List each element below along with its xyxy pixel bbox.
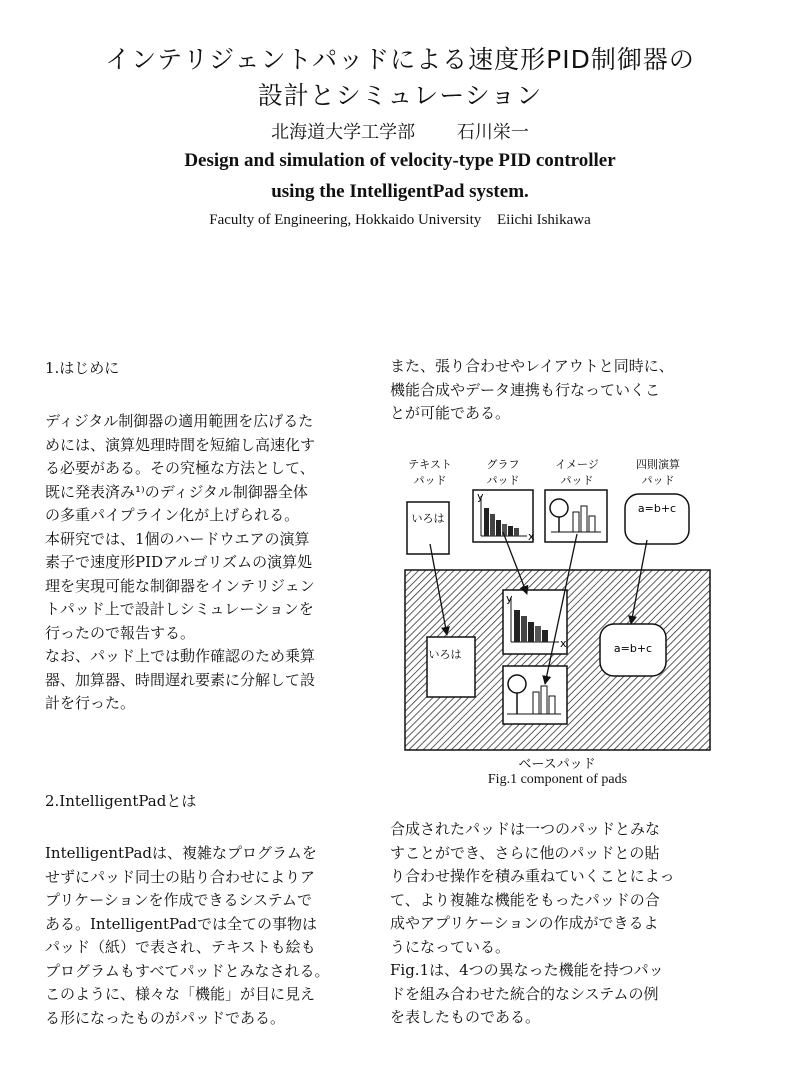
base-image-pad xyxy=(503,666,567,724)
section-2-body xyxy=(45,842,375,1030)
paragraph-line: プリケーションを作成できるシステムで xyxy=(45,891,313,909)
paragraph-line: の多重パイプライン化が上げられる。 xyxy=(45,506,300,524)
english-title-line-2: using the IntelligentPad system. xyxy=(271,181,529,202)
right-column-top xyxy=(390,355,720,426)
paragraph-line: 合成されたパッドは一つのパッドとみな xyxy=(390,820,661,838)
paragraph-line: IntelligentPadは、複雑なプログラムを xyxy=(45,844,317,862)
paragraph-line: 機能合成やデータ連携も行なっていくこ xyxy=(390,380,661,399)
paragraph-line: パッド（紙）で表され、テキストも絵も xyxy=(45,938,316,956)
paragraph-line: トパッド上で設計しシミュレーションを xyxy=(45,600,314,618)
paragraph-line: ディジタル制御器の適用範囲を広げるた xyxy=(45,412,314,430)
section-1-body xyxy=(45,410,375,716)
label-graph-pad-top: グラフ xyxy=(486,458,520,471)
text-pad-label: いろは xyxy=(411,512,445,525)
author-affiliation: 北海道大学工学部 xyxy=(271,122,416,143)
paragraph-line: すことができ、さらに他のパッドとの貼 xyxy=(390,843,660,862)
figure-pads-diagram xyxy=(395,452,720,782)
section-1-heading: 1.はじめに xyxy=(45,359,120,377)
paragraph-line: 理を実現可能な制御器をインテリジェン xyxy=(45,576,315,595)
english-author: Eiichi Ishikawa xyxy=(497,212,591,228)
paragraph-line: を表したものである。 xyxy=(390,1008,541,1026)
base-graph-axis-x: x xyxy=(560,637,567,650)
label-graph-pad-bottom: パッド xyxy=(486,474,520,487)
title-line-2: 設計とシミュレーション xyxy=(257,81,543,110)
english-affiliation-text: Faculty of Engineering, Hokkaido University xyxy=(209,212,482,228)
right-column-bottom xyxy=(390,818,720,1030)
label-calc-pad-top: 四則演算 xyxy=(636,458,680,471)
paragraph-line: また、張り合わせやレイアウトと同時に、 xyxy=(390,357,674,375)
paragraph-line: うになっている。 xyxy=(390,937,511,956)
paragraph-line: せずにパッド同士の貼り合わせによりア xyxy=(45,867,316,886)
paragraph-line: なお、パッド上では動作確認のため乗算 xyxy=(45,647,316,665)
paragraph-line: て、より複雑な機能をもったパッドの合 xyxy=(390,890,660,909)
paragraph-line: ある。IntelligentPadでは全ての事物は xyxy=(45,914,318,933)
english-title-line-1: Design and simulation of velocity-type PID controller xyxy=(184,150,616,171)
english-affiliation xyxy=(0,212,800,229)
paragraph-line: 器、加算器、時間遅れ要素に分解して設 xyxy=(45,670,316,689)
title-line-1: インテリジェントパッドによる速度形PID制御器の xyxy=(105,45,695,74)
base-calc-pad-label: a=b+c xyxy=(613,642,653,655)
paragraph-line: 本研究では、1個のハードウエアの演算 xyxy=(45,529,310,548)
label-image-pad-top: イメージ xyxy=(555,458,599,471)
base-graph-axis-y: y xyxy=(506,592,513,605)
text-pad xyxy=(407,502,449,554)
paragraph-line: 既に発表済み¹⁾のディジタル制御器全体 xyxy=(45,482,308,501)
paragraph-line: り合わせ操作を積み重ねていくことによっ xyxy=(390,867,675,885)
paragraph-line: る形になったものがパッドである。 xyxy=(45,1008,286,1027)
graph-axis-y: y xyxy=(477,490,484,503)
label-calc-pad-bottom: パッド xyxy=(641,474,675,487)
base-graph-pad xyxy=(503,590,567,654)
authors xyxy=(0,118,800,144)
label-image-pad-bottom: パッド xyxy=(560,474,594,487)
paragraph-line: る必要がある。その究極な方法として、 xyxy=(45,459,315,477)
calc-pad-label: a=b+c xyxy=(637,502,677,515)
figure-caption: Fig.1 component of pads xyxy=(487,772,628,787)
base-text-pad xyxy=(427,637,475,697)
paragraph-line: 行ったので報告する。 xyxy=(45,623,196,642)
section-2-heading: 2.IntelligentPadとは xyxy=(45,792,197,810)
paragraph-line: めには、演算処理時間を短縮し高速化す xyxy=(45,435,316,454)
paragraph-line: 素子で速度形PIDアルゴリズムの演算処 xyxy=(45,553,313,571)
paragraph-line: プログラムもすべてパッドとみなされる。 xyxy=(45,961,330,980)
base-text-pad-label: いろは xyxy=(428,648,462,661)
graph-axis-x: x xyxy=(528,530,535,543)
paragraph-line: このように、様々な「機能」が目に見え xyxy=(45,985,316,1003)
paragraph-line: とが可能である。 xyxy=(390,404,511,422)
paragraph-line: ドを組み合わせた統合的なシステムの例 xyxy=(390,984,659,1003)
author-name: 石川栄一 xyxy=(456,122,529,143)
paragraph-line: 成やアプリケーションの作成ができるよ xyxy=(390,914,659,932)
paragraph-line: Fig.1は、4つの異なった機能を持つパッ xyxy=(390,961,664,979)
label-text-pad-top: テキスト xyxy=(408,458,452,471)
label-text-pad-bottom: パッド xyxy=(413,474,447,487)
paragraph-line: 計を行った。 xyxy=(45,694,136,712)
base-pad-label: ベースパッド xyxy=(518,757,596,772)
